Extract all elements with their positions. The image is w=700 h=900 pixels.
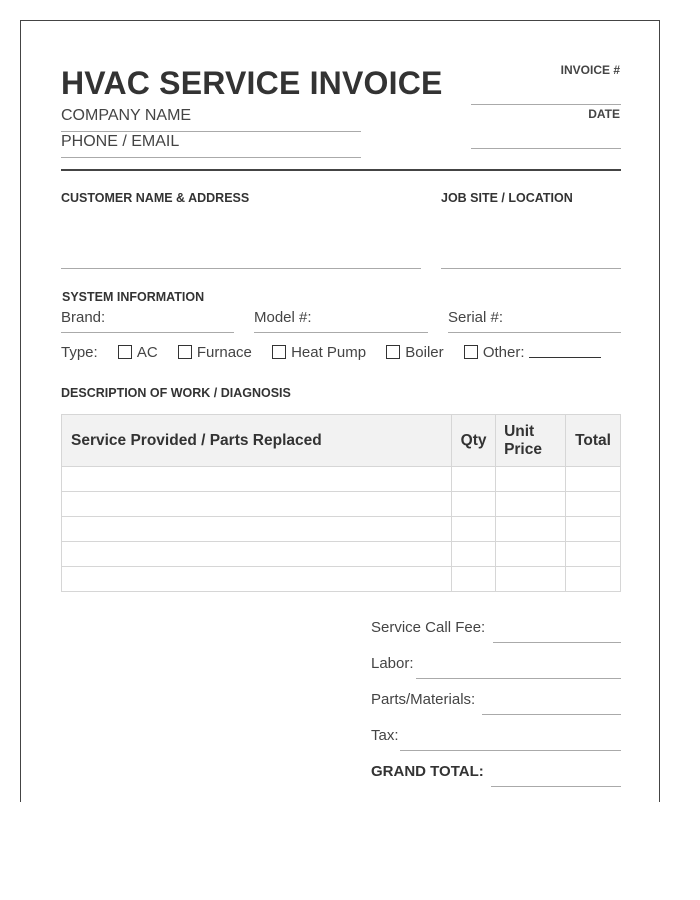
- table-cell[interactable]: [566, 517, 621, 542]
- table-cell[interactable]: [62, 542, 452, 567]
- type-option-heat-pump[interactable]: Heat Pump: [272, 344, 366, 361]
- model-label: Model #:: [254, 309, 312, 326]
- service-call-fee-label: Service Call Fee:: [371, 619, 486, 636]
- table-row: [62, 467, 621, 492]
- table-cell[interactable]: [62, 492, 452, 517]
- brand-field[interactable]: [61, 332, 234, 333]
- table-row: [62, 567, 621, 592]
- phone-email: PHONE / EMAIL: [61, 133, 180, 150]
- table-row: [62, 542, 621, 567]
- grand-total-field[interactable]: [491, 786, 621, 787]
- type-option-ac[interactable]: AC: [118, 344, 158, 361]
- table-cell[interactable]: [62, 467, 452, 492]
- table-cell[interactable]: [566, 492, 621, 517]
- serial-field[interactable]: [448, 332, 621, 333]
- column-header-total: Total: [566, 415, 621, 467]
- type-option-furnace[interactable]: Furnace: [178, 344, 252, 361]
- service-call-fee-field[interactable]: [493, 642, 621, 643]
- table-row: [62, 517, 621, 542]
- invoice-number-label: INVOICE #: [560, 63, 620, 77]
- table-cell[interactable]: [62, 567, 452, 592]
- company-name: COMPANY NAME: [61, 107, 192, 124]
- header-divider: [61, 169, 621, 171]
- type-label: Type:: [61, 344, 98, 361]
- invoice-sheet: [20, 20, 660, 802]
- date-field[interactable]: [471, 148, 621, 149]
- table-cell[interactable]: [566, 567, 621, 592]
- column-header-service: Service Provided / Parts Replaced: [62, 415, 452, 467]
- date-label: DATE: [588, 107, 620, 121]
- table-row: [62, 492, 621, 517]
- table-cell[interactable]: [496, 517, 566, 542]
- serial-label: Serial #:: [448, 309, 504, 326]
- table-cell[interactable]: [452, 492, 496, 517]
- table-cell[interactable]: [496, 567, 566, 592]
- table-cell[interactable]: [496, 542, 566, 567]
- tax-label: Tax:: [371, 727, 399, 744]
- system-type-row: [61, 344, 601, 361]
- column-header-unit-price: Unit Price: [496, 415, 566, 467]
- other-checkbox[interactable]: [464, 345, 478, 359]
- table-header-row: [62, 415, 621, 467]
- tax-field[interactable]: [400, 750, 621, 751]
- parts-materials-field[interactable]: [482, 714, 621, 715]
- table-cell[interactable]: [62, 517, 452, 542]
- customer-name-address-label: CUSTOMER NAME & ADDRESS: [61, 191, 250, 205]
- parts-materials-label: Parts/Materials:: [371, 691, 476, 708]
- type-option-other[interactable]: Other:: [464, 344, 601, 361]
- grand-total-label: GRAND TOTAL:: [371, 763, 484, 780]
- job-site-field[interactable]: [441, 268, 621, 269]
- table-cell[interactable]: [566, 542, 621, 567]
- type-option-boiler[interactable]: Boiler: [386, 344, 443, 361]
- labor-label: Labor:: [371, 655, 414, 672]
- labor-field[interactable]: [416, 678, 621, 679]
- boiler-checkbox[interactable]: [386, 345, 400, 359]
- column-header-qty: Qty: [452, 415, 496, 467]
- customer-name-address-field[interactable]: [61, 268, 421, 269]
- furnace-checkbox[interactable]: [178, 345, 192, 359]
- company-name-line[interactable]: [61, 131, 361, 132]
- invoice-number-field[interactable]: [471, 104, 621, 105]
- table-cell[interactable]: [452, 517, 496, 542]
- work-items-table: [61, 414, 621, 592]
- ac-checkbox[interactable]: [118, 345, 132, 359]
- table-cell[interactable]: [496, 467, 566, 492]
- model-field[interactable]: [254, 332, 428, 333]
- other-type-field[interactable]: [529, 357, 601, 358]
- table-cell[interactable]: [566, 467, 621, 492]
- phone-email-line[interactable]: [61, 157, 361, 158]
- table-cell[interactable]: [452, 467, 496, 492]
- brand-label: Brand:: [61, 309, 106, 326]
- heat-pump-checkbox[interactable]: [272, 345, 286, 359]
- invoice-title: HVAC SERVICE INVOICE: [61, 65, 443, 101]
- table-cell[interactable]: [452, 567, 496, 592]
- table-cell[interactable]: [496, 492, 566, 517]
- job-site-label: JOB SITE / LOCATION: [441, 191, 573, 205]
- table-cell[interactable]: [452, 542, 496, 567]
- work-description-heading: DESCRIPTION OF WORK / DIAGNOSIS: [61, 386, 291, 400]
- system-information-heading: SYSTEM INFORMATION: [62, 290, 205, 304]
